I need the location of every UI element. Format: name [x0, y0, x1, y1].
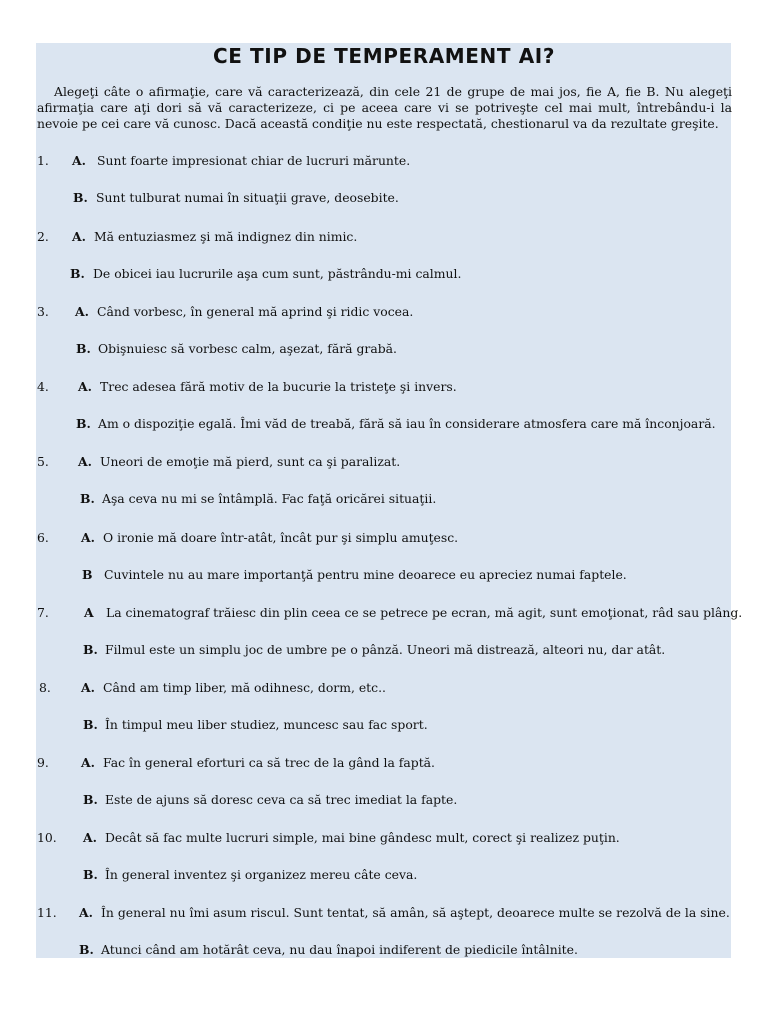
option-b-label: B.	[83, 717, 98, 732]
option-a-text: În general nu îmi asum riscul. Sunt tentat, să amân, să aştept, deoarece multe se rezolvă de la sine.	[101, 905, 730, 920]
option-b-text: Cuvintele nu au mare importanţă pentru mine deoarece eu apreciez numai faptele.	[104, 567, 627, 582]
option-a-label: A.	[78, 454, 92, 469]
question-number: 3.	[37, 304, 49, 319]
option-a-text: Sunt foarte impresionat chiar de lucruri mărunte.	[97, 153, 411, 168]
question-number: 10.	[37, 830, 57, 845]
option-b-label: B.	[83, 642, 98, 657]
option-a-label: A.	[79, 905, 93, 920]
question-number: 6.	[37, 530, 49, 545]
option-a-text: Când am timp liber, mă odihnesc, dorm, etc..	[103, 680, 386, 695]
option-a-text: Trec adesea fără motiv de la bucurie la tristeţe şi invers.	[100, 379, 457, 394]
option-b-label: B.	[83, 792, 98, 807]
question-number: 7.	[37, 605, 49, 620]
option-a-text: Decât să fac multe lucruri simple, mai bine gândesc mult, corect şi realizez puţin.	[105, 830, 620, 845]
option-a-label: A	[84, 605, 94, 620]
option-b-text: În general inventez şi organizez mereu câte ceva.	[105, 867, 418, 882]
option-a-label: A.	[81, 755, 95, 770]
option-a-text: O ironie mă doare într-atât, încât pur şi simplu amuţesc.	[103, 530, 459, 545]
question-number: 11.	[37, 905, 57, 920]
question-number: 5.	[37, 454, 49, 469]
question-number: 2.	[37, 229, 49, 244]
option-a-label: A.	[75, 304, 89, 319]
option-a-text: Mă entuziasmez şi mă indignez din nimic.	[94, 229, 358, 244]
option-b-text: Este de ajuns să doresc ceva ca să trec imediat la fapte.	[105, 792, 458, 807]
question-number: 9.	[37, 755, 49, 770]
option-b-label: B	[82, 567, 93, 582]
option-b-label: B.	[76, 416, 91, 431]
option-b-text: Am o dispoziţie egală. Îmi văd de treabă, fără să iau în considerare atmosfera care mă înconjoară.	[98, 416, 716, 431]
option-a-text: Uneori de emoţie mă pierd, sunt ca şi paralizat.	[100, 454, 401, 469]
option-b-text: Atunci când am hotărât ceva, nu dau înapoi indiferent de piedicile întâlnite.	[101, 942, 578, 957]
option-b-label: B.	[80, 491, 95, 506]
page-title: CE TIP DE TEMPERAMENT AI?	[212, 44, 556, 68]
option-b-text: Filmul este un simplu joc de umbre pe o pânză. Uneori mă distrează, alteori nu, dar atât.	[105, 642, 666, 657]
option-a-label: A.	[81, 530, 95, 545]
option-a-label: A.	[83, 830, 97, 845]
option-b-text: De obicei iau lucrurile aşa cum sunt, păstrându-mi calmul.	[93, 266, 462, 281]
option-a-label: A.	[72, 229, 86, 244]
option-b-text: Sunt tulburat numai în situaţii grave, deosebite.	[96, 190, 399, 205]
option-b-label: B.	[73, 190, 88, 205]
option-a-text: Când vorbesc, în general mă aprind şi ridic vocea.	[97, 304, 414, 319]
option-b-label: B.	[83, 867, 98, 882]
intro-paragraph: Alegeţi câte o afirmaţie, care vă caracterizează, din cele 21 de grupe de mai jos, fie A, fie B. Nu alegeţi afirmaţia care aţi dori să vă caracterizeze, ci pe aceea care vi se potriveşte cel mai mult, întrebându-i la nevoie pe cei care vă cunosc. Dacă această condiţie nu este respectată, chestionarul va da rezultate greşite.	[37, 84, 732, 131]
question-number: 1.	[37, 153, 49, 168]
option-b-label: B.	[79, 942, 94, 957]
option-a-label: A.	[78, 379, 92, 394]
question-number: 8.	[39, 680, 51, 695]
option-b-text: În timpul meu liber studiez, muncesc sau fac sport.	[105, 717, 428, 732]
option-b-label: B.	[70, 266, 85, 281]
option-a-text: La cinematograf trăiesc din plin ceea ce se petrece pe ecran, mă agit, sunt emoţionat, râd sau plâng.	[106, 605, 743, 620]
option-a-text: Fac în general eforturi ca să trec de la gând la faptă.	[103, 755, 435, 770]
option-a-label: A.	[81, 680, 95, 695]
option-b-text: Aşa ceva nu mi se întâmplă. Fac faţă oricărei situaţii.	[102, 491, 437, 506]
option-b-label: B.	[76, 341, 91, 356]
question-number: 4.	[37, 379, 49, 394]
option-a-label: A.	[72, 153, 86, 168]
option-b-text: Obişnuiesc să vorbesc calm, aşezat, fără grabă.	[98, 341, 397, 356]
